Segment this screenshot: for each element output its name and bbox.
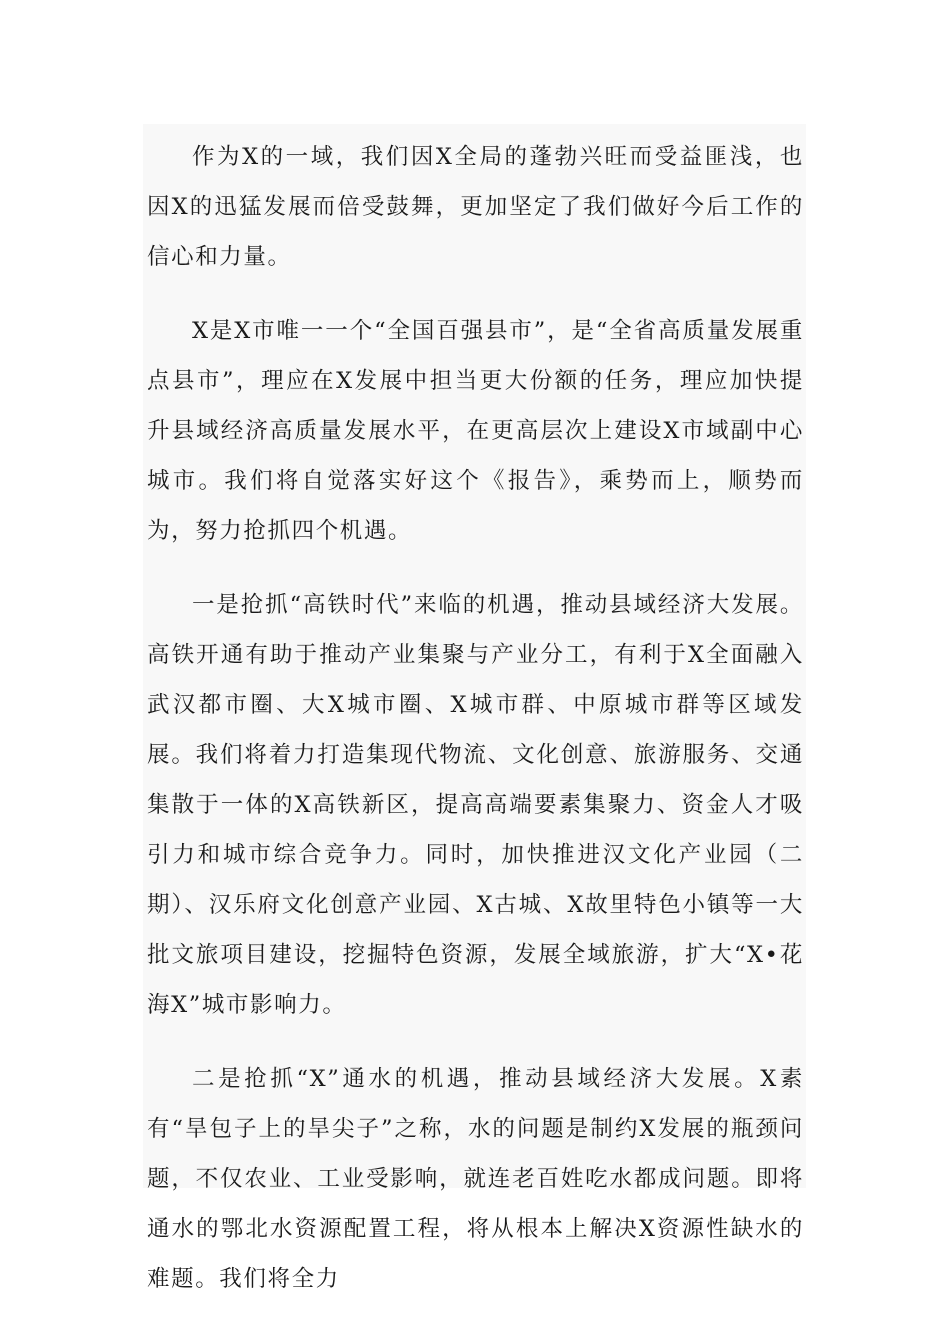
document-body	[143, 124, 806, 1292]
paragraph-high-speed-rail: 一是抢抓“高铁时代”来临的机遇，推动县域经济大发展。高铁开通有助于推动产业集聚与产业分工，有利于X全面融入武汉都市圈、大X城市圈、X城市群、中原城市群等区域发展。我们将着力打造集现代物流、文化创意、旅游服务、交通集散于一体的X高铁新区，提高高端要素集聚力、资金人才吸引力和城市综合竞争力。同时，加快推进汉文化产业园（二期）、汉乐府文化创意产业园、X古城、X故里特色小镇等一大批文旅项目建设，挖掘特色资源，发展全域旅游，扩大“X•花海X”城市影响力。	[147, 592, 804, 1018]
paragraph-water-supply: 二是抢抓“X”通水的机遇，推动县域经济大发展。X素有“旱包子上的旱尖子”之称，水的问题是制约X发展的瓶颈问题，不仅农业、工业受影响，就连老百姓吃水都成问题。即将通水的鄂北水资源配置工程，将从根本上解决X资源性缺水的难题。我们将全力	[147, 1066, 804, 1292]
paragraph-intro: 作为X的一域，我们因X全局的蓬勃兴旺而受益匪浅，也因X的迅猛发展而倍受鼓舞，更加坚定了我们做好今后工作的信心和力量。	[147, 144, 804, 270]
paragraph-four-opportunities: X是X市唯一一个“全国百强县市”，是“全省高质量发展重点县市”，理应在X发展中担当更大份额的任务，理应加快提升县域经济高质量发展水平，在更高层次上建设X市域副中心城市。我们将自觉落实好这个《报告》，乘势而上，顺势而为，努力抢抓四个机遇。	[147, 318, 804, 544]
